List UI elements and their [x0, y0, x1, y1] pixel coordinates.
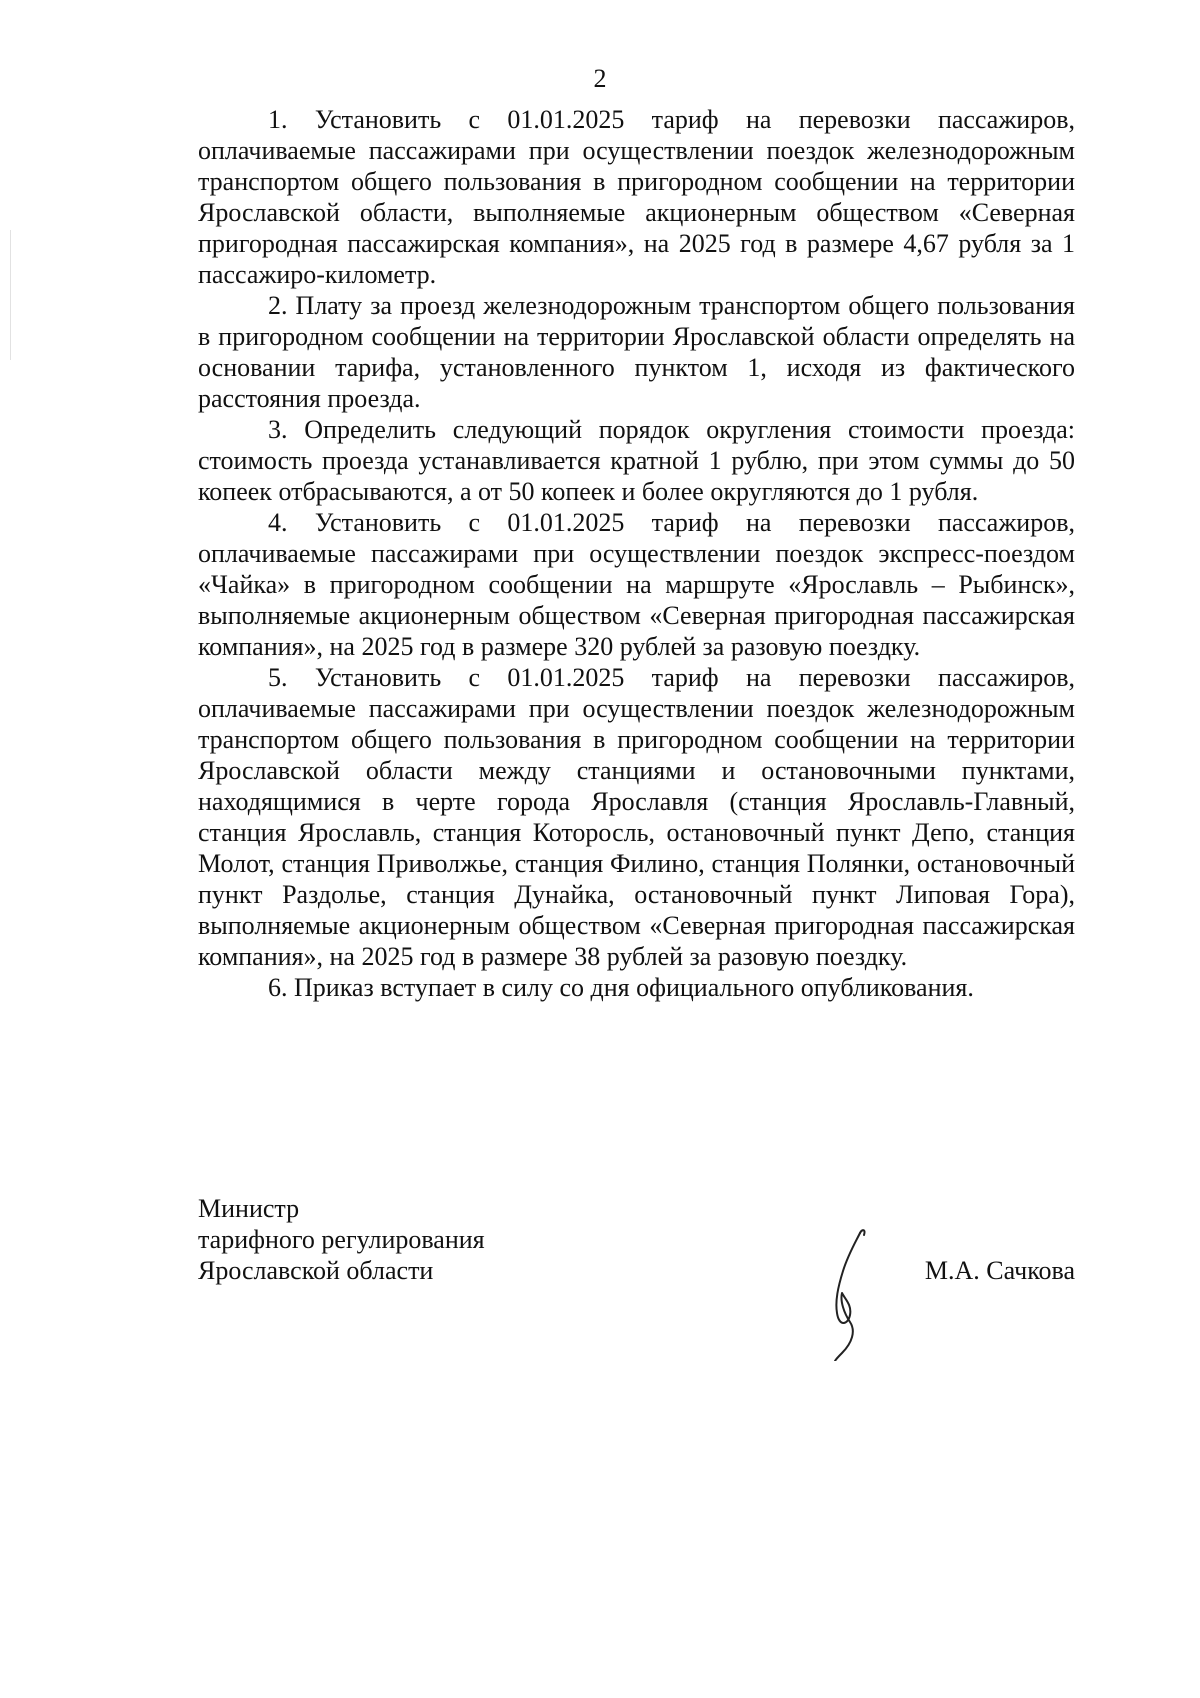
paragraph-5: 5. Установить с 01.01.2025 тариф на перевозки пассажиров, оплачиваемые пассажирами при осуществлении поездок железнодорожным транспортом общего пользования в пригородном сообщении на территории Ярославской области между станциями и остановочными пунктами, находящимися в черте города Ярославля (станция Ярославль-Главный, станция Ярославль, станция Которосль, остановочный пункт Депо, станция Молот, станция Приволжье, станция Филино, станция Полянки, остановочный пункт Раздолье, станция Дунайка, остановочный пункт Липовая Гора), выполняемые акционерным обществом «Северная пригородная пассажирская компания», на 2025 год в размере 38 рублей за разовую поездку.: [198, 663, 1075, 971]
signer-name: М.А. Сачкова: [924, 1256, 1075, 1285]
page-number: 2: [593, 64, 607, 93]
paragraph-6: 6. Приказ вступает в силу со дня официального опубликования.: [268, 973, 974, 1002]
scan-edge-mark: [10, 230, 11, 360]
signer-title-line: Ярославской области: [198, 1256, 434, 1285]
signer-title-line: тарифного регулирования: [198, 1225, 485, 1254]
signer-title: [198, 1193, 578, 1286]
paragraph-2: 2. Плату за проезд железнодорожным транспортом общего пользования в пригородном сообщении на территории Ярославской области определять на основании тарифа, установленного пунктом 1, исходя из фактического расстояния проезда.: [198, 291, 1075, 413]
handwritten-signature: [808, 1221, 898, 1361]
signer-title-line: Министр: [198, 1194, 300, 1223]
paragraph-4: 4. Установить с 01.01.2025 тариф на перевозки пассажиров, оплачиваемые пассажирами при осуществлении поездок экспресс-поездом «Чайка» в пригородном сообщении на маршруте «Ярославль – Рыбинск», выполняемые акционерным обществом «Северная пригородная пассажирская компания», на 2025 год в размере 320 рублей за разовую поездку.: [198, 508, 1075, 661]
signature-block: [198, 1193, 1075, 1333]
paragraph-3: 3. Определить следующий порядок округления стоимости проезда: стоимость проезда устанавливается кратной 1 рублю, при этом суммы до 50 копеек отбрасываются, а от 50 копеек и более округляются до 1 рубля.: [198, 415, 1075, 506]
document-body: [198, 104, 1075, 1003]
paragraph-1: 1. Установить с 01.01.2025 тариф на перевозки пассажиров, оплачиваемые пассажирами при осуществлении поездок железнодорожным транспортом общего пользования в пригородном сообщении на территории Ярославской области, выполняемые акционерным обществом «Северная пригородная пассажирская компания», на 2025 год в размере 4,67 рубля за 1 пассажиро-километр.: [198, 105, 1075, 289]
